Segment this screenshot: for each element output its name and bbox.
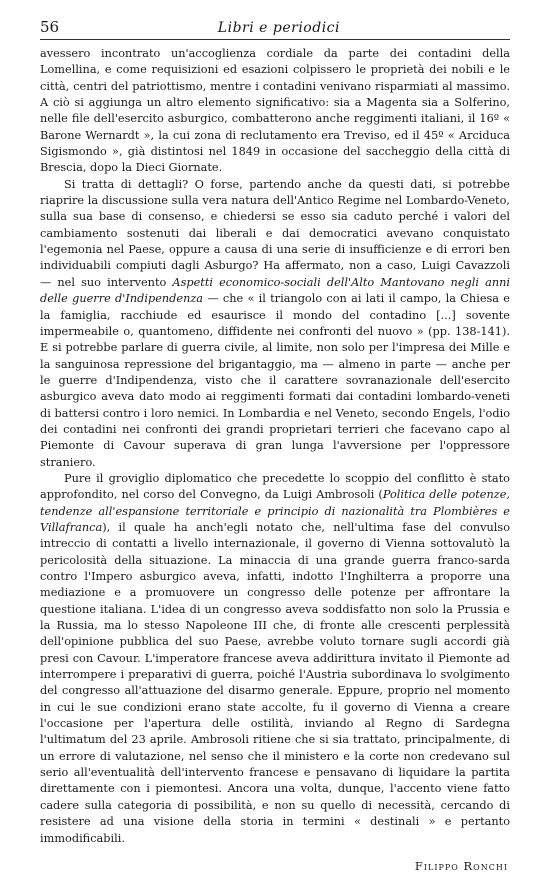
article-body	[40, 46, 510, 847]
paragraph-text: ), il quale ha anch'egli notato che, nell'ultima fase del convulso intreccio di contatti a livello internazionale, il governo di Vienna sottovalutò la pericolosità della situazione. La minaccia di una grande guerra franco-sarda contro l'Impero asburgico aveva, infatti, indotto l'Inghilterra a proporre una mediazione e a promuovere un congresso delle potenze per affrontare la questione italiana. L'idea di un congresso aveva soddisfatto non solo la Prussia e la Russia, ma lo stesso Napoleone III che, di fronte alle crescenti perplessità dell'opinione pubblica del suo Paese, avrebbe voluto tornare sugli accordi già presi con Cavour. L'imperatore francese aveva addirittura invitato il Piemonte ad interrompere i preparativi di guerra, poiché l'Austria subordinava lo svolgimento del congresso all'attuazione del disarmo generale. Eppure, proprio nel momento in cui le sue condizioni erano state accolte, fu il governo di Vienna a creare l'occasione per l'apertura delle ostilità, inviando al Regno di Sardegna l'ultimatum del 23 aprile. Ambrosoli ritiene che si sia trattato, principalmente, di un errore di valutazione, nel senso che il ministero e la corte non credevano sul serio all'eventualità dell'intervento francese e pensavano di liquidare la partita direttamente con i piemontesi. Ancora una volta, dunque, l'accento viene fatto cadere sulla categoria di possibilità, e non su quello di necessità, cercando di resistere ad una visione della storia in termini « destinali » e pertanto immodificabili.	[40, 520, 510, 845]
italic-title-text: Politica delle potenze, tendenze all'espansione territoriale e principio di nazionalità tra Plombières e Villafranca	[40, 488, 510, 534]
page-number: 56	[40, 18, 60, 36]
paragraph-text: avessero incontrato un'accoglienza cordiale da parte dei contadini della Lomellina, e come requisizioni ed esazioni colpissero le proprietà dei nobili e le città, centri del patriottismo, mentre i contadini venivano risparmiati al massimo. A ciò si aggiunga un altro elemento significativo: sia a Magenta sia a Solferino, nelle file dell'esercito asburgico, combatterono anche reggimenti italiani, il 16º « Barone Wernardt », la cui zona di reclutamento era Treviso, ed il 45º « Arciduca Sigismondo », già distintosi nel 1849 in occasione del saccheggio della città di Brescia, dopo la Dieci Giornate.	[40, 47, 510, 175]
italic-title-text: Aspetti economico-sociali dell'Alto Mantovano negli anni delle guerre d'Indipendenza	[40, 275, 510, 306]
paragraph-1	[40, 46, 510, 177]
running-header	[40, 18, 510, 40]
paragraph-text: Si tratta di dettagli? O forse, partendo anche da questi dati, si potrebbe riaprire la discussione sulla vera natura dell'Antico Regime nel Lombardo-Veneto, sulla sua base di consenso, e chiedersi se esso sia caduto perché i valori del cambiamento sostenuti dai liberali e dai democratici avevano conquistato l'egemonia nel Paese, oppure a causa di una serie di insufficienze e di errori ben individuabili compiuti dagli Asburgo? Ha affermato, non a caso, Luigi Cavazzoli — nel suo intervento	[40, 177, 510, 289]
paragraph-2	[40, 177, 510, 471]
running-title: Libri e periodici	[217, 20, 340, 36]
author-signature: Filippo Ronchi	[414, 858, 508, 873]
paragraph-text: — che « il triangolo con ai lati il campo, la Chiesa e la famiglia, racchiude ed esaurisce il mondo del contadino [...] sovente impermeabile o, quantomeno, diffidente nei confronti del nuovo » (pp. 138-141). E si potrebbe parlare di guerra civile, al limite, non solo per l'impresa dei Mille e la sanguinosa repressione del brigantaggio, ma — almeno in parte — anche per le guerre d'Indipendenza, visto che il carattere sovranazionale dell'esercito asburgico aveva dato modo ai reggimenti formati dai contadini lombardo-veneti di battersi contro i loro nemici. In Lombardia e nel Veneto, secondo Engels, l'odio dei contadini nei confronti dei grandi proprietari terrieri che facevano capo al Piemonte di Cavour superava di gran lunga l'avversione per l'oppressore straniero.	[40, 292, 510, 469]
paragraph-text: Pure il groviglio diplomatico che precedette lo scoppio del conflitto è stato approfondito, nel corso del Convegno, da Luigi Ambrosoli (	[40, 471, 510, 502]
page	[40, 18, 510, 873]
paragraph-3	[40, 471, 510, 847]
